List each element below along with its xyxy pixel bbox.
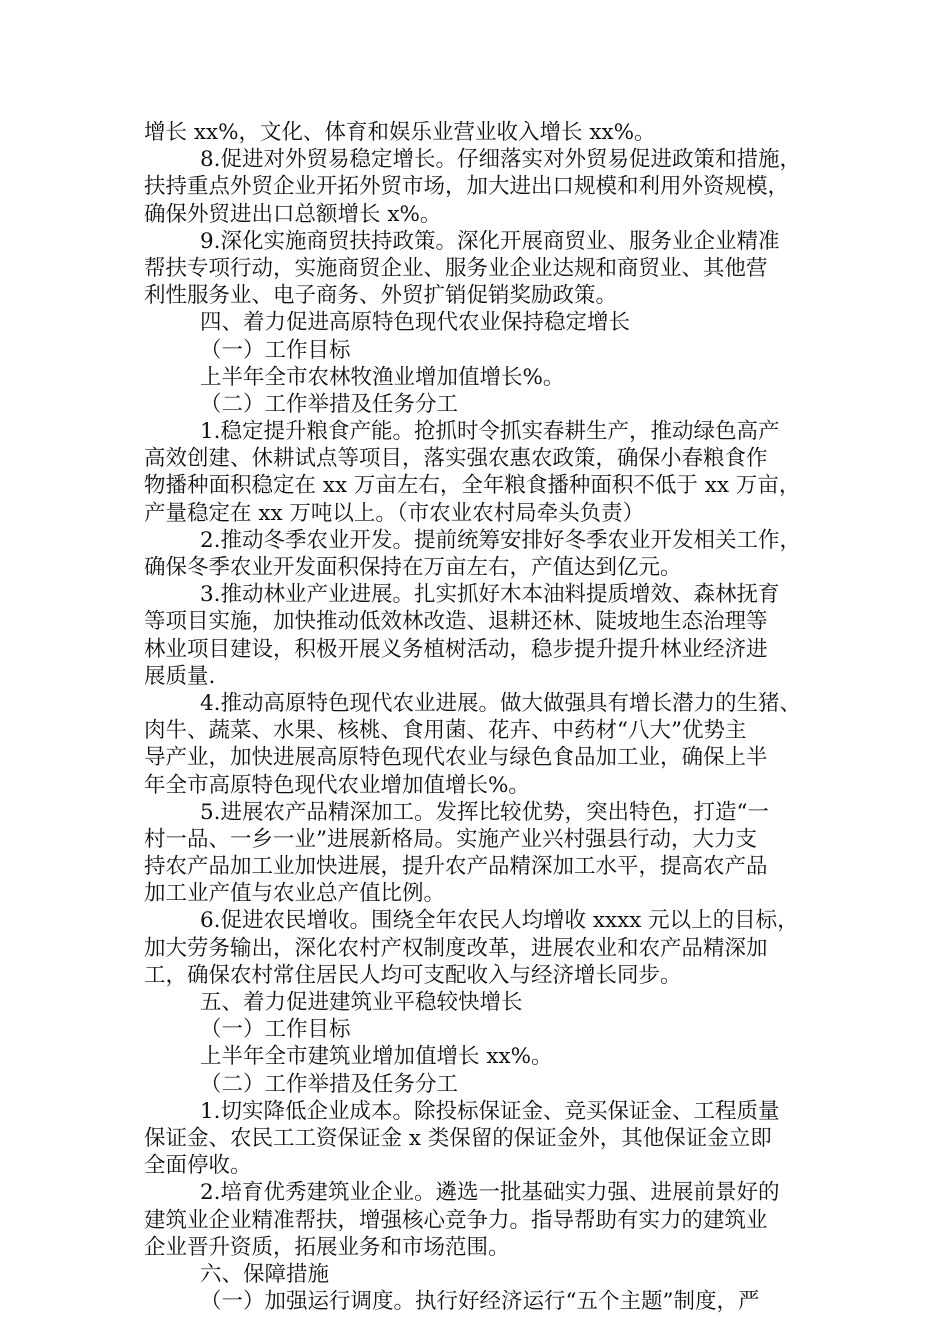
text-line: 工，确保农村常住居民人均可支配收入与经济增长同步。 [144, 962, 682, 988]
text-line: 保证金、农民工工资保证金 x 类保留的保证金外，其他保证金立即 [144, 1125, 772, 1151]
section-heading: 五、着力促进建筑业平稳较快增长 [200, 990, 523, 1015]
text-line: 确保外贸进出口总额增长 x%。 [144, 201, 442, 227]
text-line: 4.推动高原特色现代农业进展。做大做强具有增长潜力的生猪、 [200, 690, 802, 716]
subsection-heading: （二）工作举措及任务分工 [200, 391, 459, 417]
subsection-heading: （一）工作目标 [200, 337, 351, 363]
body-text [144, 119, 834, 1315]
text-line: 林业项目建设，积极开展义务植树活动，稳步提升提升林业经济进 [144, 636, 768, 662]
text-line: 加工业产值与农业总产值比例。 [144, 881, 446, 907]
text-line: 产量稳定在 xx 万吨以上。（市农业农村局牵头负责） [144, 500, 645, 526]
section-heading: 六、保障措施 [200, 1261, 330, 1287]
text-line: 5.进展农产品精深加工。发挥比较优势，突出特色，打造“一 [200, 799, 770, 825]
text-line: 2.培育优秀建筑业企业。遴选一批基础实力强、进展前景好的 [200, 1180, 780, 1206]
text-line: 确保冬季农业开发面积保持在万亩左右，产值达到亿元。 [144, 555, 682, 580]
text-line: 1.切实降低企业成本。除投标保证金、竞买保证金、工程质量 [200, 1098, 780, 1124]
subsection-heading: （二）工作举措及任务分工 [200, 1071, 459, 1097]
text-line: 村一品、一乡一业”进展新格局。实施产业兴村强县行动，大力支 [144, 826, 757, 852]
text-line: 持农产品加工业加快进展，提升农产品精深加工水平，提高农产品 [144, 854, 768, 880]
text-line: 建筑业企业精准帮扶，增强核心竞争力。指导帮助有实力的建筑业 [144, 1207, 768, 1233]
text-line: 年全市高原特色现代农业增加值增长%。 [144, 772, 530, 798]
text-line: 加大劳务输出，深化农村产权制度改革，进展农业和农产品精深加 [144, 935, 768, 961]
section-heading: 四、着力促进高原特色现代农业保持稳定增长 [200, 310, 631, 336]
text-line: 3.推动林业产业进展。扎实抓好木本油料提质增效、森林抚育 [200, 582, 780, 608]
text-line: （一）加强运行调度。执行好经济运行“五个主题”制度，严 [200, 1289, 760, 1315]
text-line: 6.促进农民增收。围绕全年农民人均增收 xxxx 元以上的目标， [200, 908, 799, 934]
text-line: 全面停收。 [144, 1153, 252, 1179]
text-line: 上半年全市农林牧渔业增加值增长%。 [200, 364, 565, 390]
text-line: 高效创建、休耕试点等项目，落实强农惠农政策，确保小春粮食作 [144, 446, 768, 472]
text-line: 增长 xx%，文化、体育和娱乐业营业收入增长 xx%。 [144, 120, 656, 145]
text-line: 企业晋升资质，拓展业务和市场范围。 [144, 1234, 510, 1260]
text-line: 等项目实施，加快推动低效林改造、退耕还林、陡坡地生态治理等 [144, 609, 768, 635]
text-line: 肉牛、蔬菜、水果、核桃、食用菌、花卉、中药材“八大”优势主 [144, 718, 747, 744]
text-line: 利性服务业、电子商务、外贸扩销促销奖励政策。 [144, 283, 618, 309]
text-line: 展质量. [144, 663, 216, 689]
subsection-heading: （一）工作目标 [200, 1017, 351, 1043]
text-line: 8.促进对外贸易稳定增长。仔细落实对外贸易促进政策和措施， [200, 147, 802, 173]
text-line: 扶持重点外贸企业开拓外贸市场，加大进出口规模和利用外资规模， [144, 174, 790, 200]
text-line: 上半年全市建筑业增加值增长 xx%。 [200, 1044, 553, 1070]
text-line: 2.推动冬季农业开发。提前统筹安排好冬季农业开发相关工作， [200, 527, 802, 553]
text-line: 9.深化实施商贸扶持政策。深化开展商贸业、服务业企业精准 [200, 228, 780, 254]
text-line: 帮扶专项行动，实施商贸企业、服务业企业达规和商贸业、其他营 [144, 255, 768, 281]
text-line: 物播种面积稳定在 xx 万亩左右，全年粮食播种面积不低于 xx 万亩， [144, 473, 801, 499]
text-line: 1.稳定提升粮食产能。抢抓时令抓实春耕生产，推动绿色高产 [200, 419, 780, 445]
text-line: 导产业，加快进展高原特色现代农业与绿色食品加工业，确保上半 [144, 745, 768, 771]
